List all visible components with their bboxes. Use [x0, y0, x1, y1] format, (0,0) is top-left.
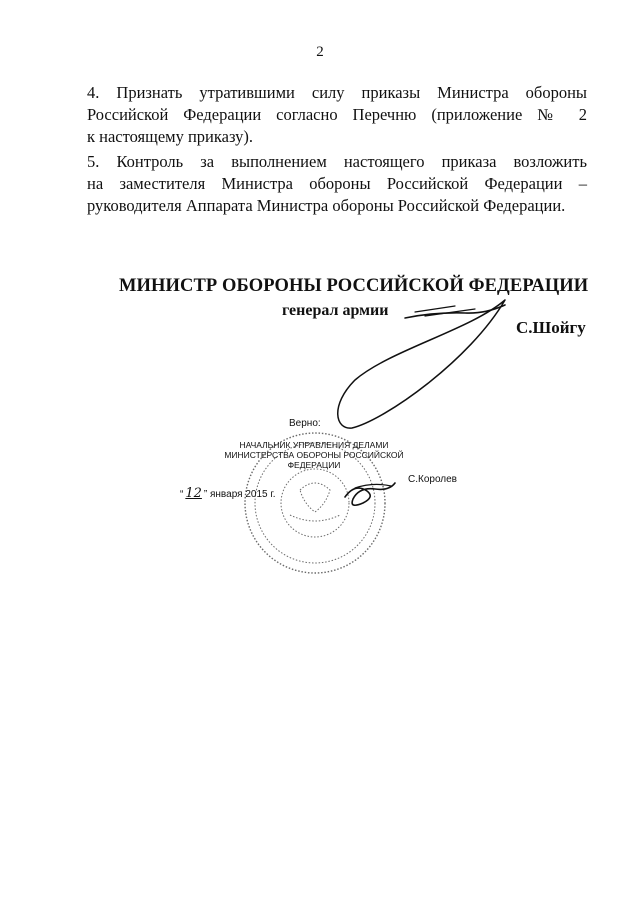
paragraph-line: к настоящему приказу).: [87, 127, 254, 146]
paragraph-line: 5. Контроль за выполнением настоящего приказа возложить: [87, 152, 587, 171]
date-day: 12: [185, 486, 202, 501]
paragraph-line: 4. Признать утратившими силу приказы Министра обороны: [87, 83, 587, 102]
paragraph-item-5: [87, 151, 587, 217]
minister-title: МИНИСТР ОБОРОНЫ РОССИЙСКОЙ ФЕДЕРАЦИИ: [119, 276, 589, 296]
paragraph-line: Российской Федерации согласно Перечню (приложение № 2: [87, 105, 587, 124]
certifier-position-line: НАЧАЛЬНИК УПРАВЛЕНИЯ ДЕЛАМИ: [239, 440, 389, 450]
certifier-signature: [345, 483, 395, 505]
minister-name: С.Шойгу: [516, 318, 586, 337]
minister-rank: генерал армии: [282, 302, 389, 319]
page-number: 2: [316, 44, 324, 60]
paragraph-line: на заместителя Министра обороны Российской Федерации –: [87, 174, 587, 193]
date-quote-open: “: [180, 489, 184, 500]
paragraph-item-4: [87, 82, 587, 148]
certifier-name: С.Королев: [408, 474, 457, 485]
date-rest: ” января 2015 г.: [203, 489, 276, 500]
paragraph-line: руководителя Аппарата Министра обороны Российской Федерации.: [87, 196, 566, 215]
certifier-position: [199, 440, 429, 470]
certification-date: [180, 486, 276, 501]
certifier-position-line: МИНИСТЕРСТВА ОБОРОНЫ РОССИЙСКОЙ ФЕДЕРАЦИИ: [224, 450, 404, 470]
certified-label: Верно:: [289, 418, 321, 429]
